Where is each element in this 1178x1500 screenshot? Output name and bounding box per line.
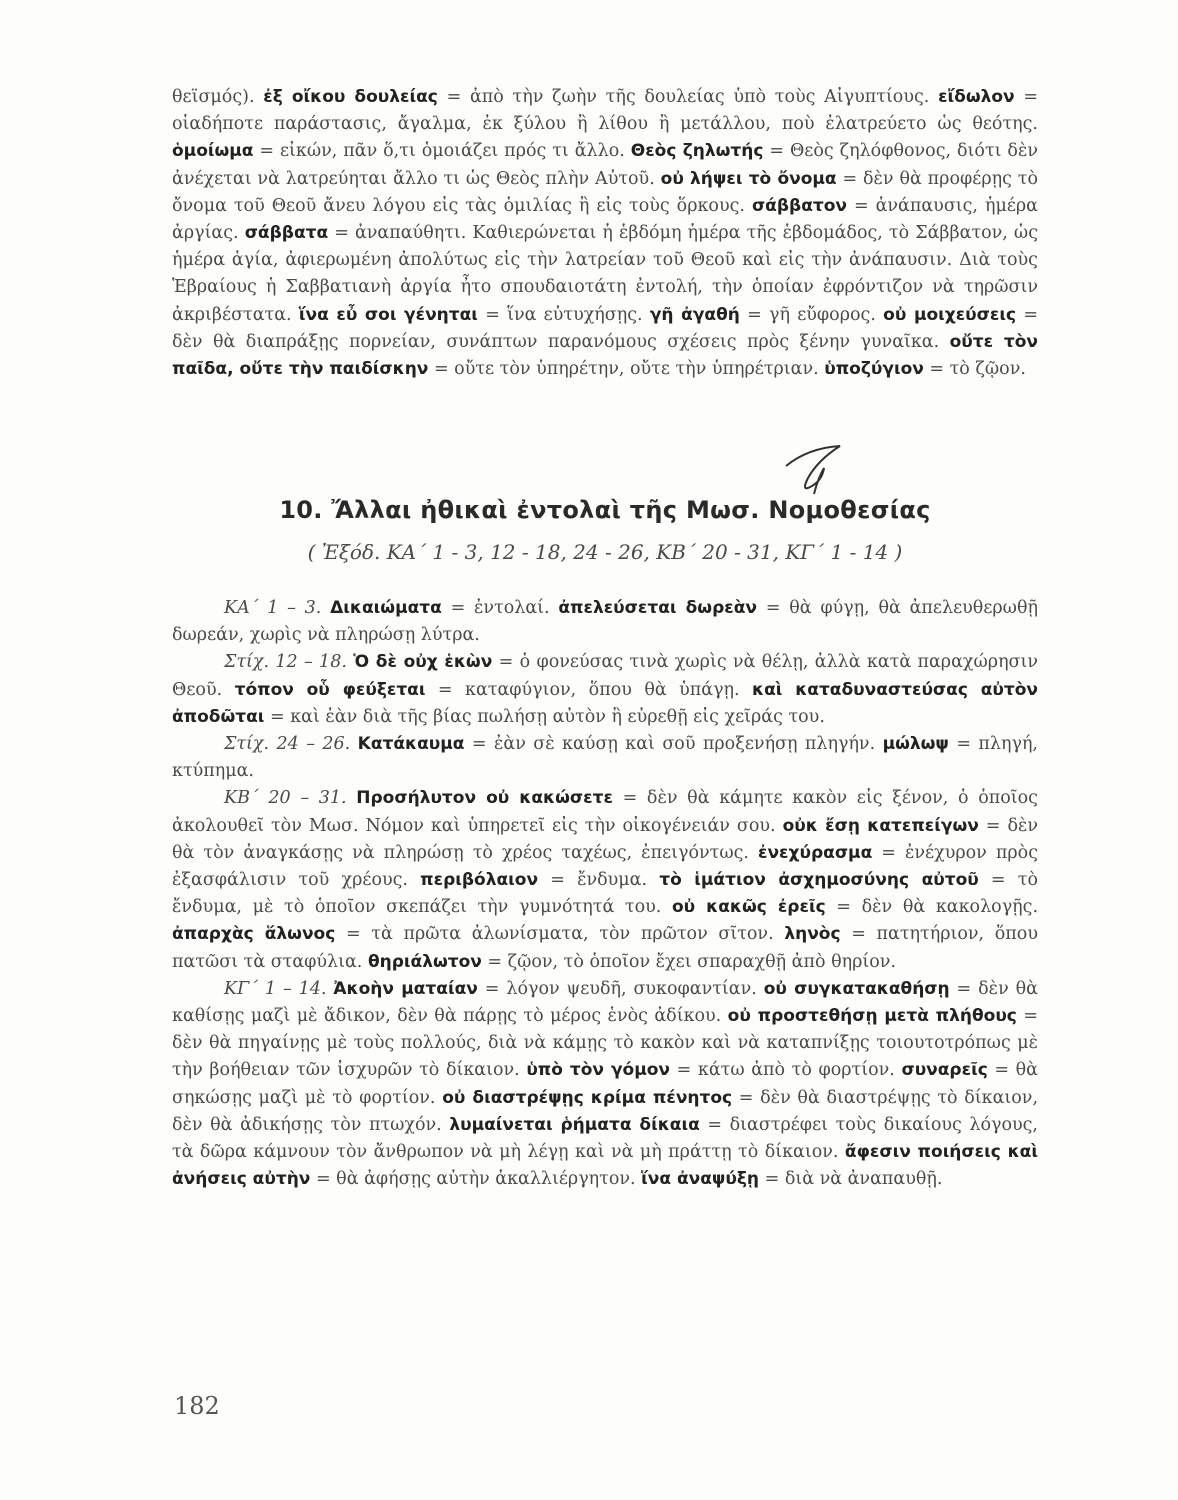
term: συναρεῖς (901, 1060, 988, 1081)
text: = πατητήριον, ὅπου πατῶσι τὰ σταφύλια. (172, 924, 1038, 972)
term: λυμαίνεται ῥήματα δίκαια (449, 1114, 700, 1135)
text: = ἐντολαί. (441, 598, 559, 618)
text: θεϊσμός). (172, 87, 264, 107)
term: οὐ κακῶς ἐρεῖς (671, 897, 826, 918)
text: = ἀνάπαυσις, ἡμέρα ἀργίας. (172, 195, 1038, 244)
term: καὶ καταδυναστεύσας αὐτὸν ἀποδῶται (172, 679, 1038, 727)
term: περιβόλαιον (420, 870, 539, 891)
term: οὐκ ἔσῃ κατεπείγων (782, 815, 979, 836)
verse-ref: ΚΑ΄ 1 – 3. (224, 598, 322, 618)
text: = ζῷον, τὸ ὁποῖον ἔχει σπαραχθῇ ἀπὸ θηρίον. (481, 951, 897, 972)
term: ὑπὸ τὸν γόμον (526, 1060, 670, 1081)
term: ὑποζύγιον (824, 359, 924, 380)
text: = ἀπὸ τὴν ζωὴν τῆς δουλείας ὑπὸ τοὺς Αἰγυπτίους. (437, 87, 939, 107)
term: γῆ ἀγαθή (649, 304, 740, 325)
verse-entry (172, 976, 1038, 1194)
term: ἀπελεύσεται δωρεὰν (558, 598, 757, 618)
text: = δὲν θὰ πηγαίνῃς μὲ τοὺς πολλούς, διὰ νὰ κάμῃς τὸ κακὸν καὶ νὰ καταπνίξῃς τοιουτοτρόπως μὲ τὴν βοήθειαν τῶν ἰσχυρῶν τὸ δίκαιον. (172, 1006, 1038, 1081)
text: = δὲν θὰ διαπράξῃς πορνείαν, συνάπτων παρανόμους σχέσεις πρὸς ξένην γυναῖκα. (172, 304, 1038, 352)
text: = Θεὸς ζηλόφθονος, διότι δὲν ἀνέχεται νὰ λατρεύηται ἄλλο τι ὡς Θεὸς πλὴν Αὐτοῦ. (172, 141, 1038, 189)
term: οὐ διαστρέψῃς κρίμα πένητος (442, 1087, 733, 1108)
handwritten-mark (778, 438, 858, 498)
term: σάββατον (751, 195, 847, 216)
text: = ἀναπαύθητι. Καθιερώνεται ἡ ἑβδόμη ἡμέρα τῆς ἑβδομάδος, τὸ Σάββατον, ὡς ἡμέρα ἁγία, ἀφιερωμένη ἀπολύτως εἰς τὴν λατρείαν τοῦ Θεοῦ καὶ εἰς τὴν ἀνάπαυσιν. Διὰ τοὺς Ἑβραίους ἡ Σαββατιανὴ ἀργία ἦτο σπουδαιοτάτη ἐντολή, τὴν ὁποίαν ἐφρόντιζον νὰ τηρῶσιν ἀκριβέστατα. (172, 223, 1039, 325)
text: = δὲν θὰ κακολογῇς. (825, 897, 1039, 918)
text: = ἐὰν σὲ καύσῃ καὶ σοῦ προξενήσῃ πληγήν. (464, 734, 883, 755)
text: = ὁ φονεύσας τινὰ χωρὶς νὰ θέλῃ, ἀλλὰ κατὰ παραχώρησιν Θεοῦ. (172, 652, 1039, 700)
term: οὐ προστεθήσῃ μετὰ πλήθους (727, 1006, 1017, 1027)
term: ληνὸς (784, 924, 841, 945)
text: = τὸ ζῷον. (923, 359, 1026, 380)
term: Δικαιώματα (330, 598, 442, 618)
text: = δὲν θὰ κάμητε κακὸν εἰς ξένον, ὁ ὁποῖος ἀκολουθεῖ τὸν Μωσ. Νόμον καὶ ὑπηρετεῖ εἰς τὴν οἰκογένειάν σου. (172, 788, 1038, 836)
term: Προσήλυτον οὐ κακώσετε (356, 788, 613, 809)
term: μώλωψ (882, 734, 949, 755)
text: = καταφύγιον, ὅπου θὰ ὑπάγῃ. (425, 679, 753, 700)
term: οὐ μοιχεύσεις (883, 304, 1017, 325)
text: = δὲν θὰ διαστρέψῃς τὸ δίκαιον, δὲν θὰ ἀδικήσῃς τὸν πτωχόν. (172, 1087, 1039, 1135)
text: = θὰ σηκώσῃς μαζὶ μὲ τὸ φορτίον. (172, 1060, 1038, 1108)
text: = εἰκών, πᾶν ὅ,τι ὁμοιάζει πρός τι ἄλλο. (253, 141, 631, 162)
term: ἀπαρχὰς ἅλωνος (172, 924, 336, 945)
text: = γῆ εὔφορος. (739, 304, 884, 325)
term: ἐνεχύρασμα (758, 842, 873, 863)
term: ὁμοίωμα (172, 141, 254, 162)
term: ἄφεσιν ποιήσεις καὶ ἀνήσεις αὐτὴν (172, 1142, 1038, 1190)
term: οὐ λήψει τὸ ὄνομα (660, 168, 837, 189)
term: ἐξ οἴκου δουλείας (263, 87, 438, 107)
text: = ἔνδυμα. (538, 870, 660, 891)
text: = τὰ πρῶτα ἀλωνίσματα, τὸν πρῶτον σῖτον. (335, 924, 785, 945)
term: Ὁ δὲ οὐχ ἑκὼν (353, 652, 493, 673)
text: = θὰ ἀφήσῃς αὐτὴν ἀκαλλιέργητον. (310, 1169, 642, 1190)
term: οὔτε τὸν παῖδα, οὔτε τὴν παιδίσκην (172, 331, 1038, 380)
verse-entry (172, 731, 1038, 785)
verse-ref: ΚΒ΄ 20 – 31. (224, 788, 347, 809)
text: = οἱαδήποτε παράστασις, ἄγαλμα, ἐκ ξύλου ἢ λίθου ἢ μετάλλου, ποὺ ἐλατρεύετο ὡς θεότης. (172, 87, 1039, 135)
text: = δὲν θὰ καθίσῃς μαζὶ μὲ ἄδικον, δὲν θὰ πάρῃς τὸ μέρος ἑνὸς ἀδίκου. (172, 978, 1038, 1027)
term: σάββατα (244, 223, 329, 244)
section-subheading: ( Ἐξόδ. ΚΑ΄ 1 - 3, 12 - 18, 24 - 26, ΚΒ΄ 20 - 31, ΚΓ΄ 1 - 14 ) (307, 540, 903, 564)
text: = κάτω ἀπὸ τὸ φορτίον. (670, 1060, 902, 1081)
paragraph-glossary-decalogue (172, 84, 1038, 383)
text: = θὰ φύγῃ, θὰ ἀπελευθερωθῇ δωρεάν, χωρὶς νὰ πληρώσῃ λύτρα. (172, 598, 1038, 646)
text: = διὰ νὰ ἀναπαυθῇ. (759, 1169, 943, 1190)
text: = δὲν θὰ τὸν ἀναγκάσῃς νὰ πληρώσῃ τὸ χρέος ταχέως, ἐπειγόντως. (172, 815, 1039, 863)
section-body (172, 595, 1038, 1193)
term: ἵνα εὖ σοι γένηται (298, 304, 478, 325)
term: Θεὸς ζηλωτής (630, 141, 764, 162)
term: ἵνα ἀναψύξῃ (641, 1169, 760, 1190)
text: = πληγή, κτύπημα. (172, 734, 1038, 782)
text: = τὸ ἔνδυμα, μὲ τὸ ὁποῖον σκεπάζει τὴν γυμνότητά του. (172, 870, 1038, 918)
text: = ἐνέχυρον πρὸς ἐξασφάλισιν τοῦ χρέους. (172, 842, 1038, 891)
verse-ref: Στίχ. 12 – 18. (224, 652, 347, 673)
text: = καὶ ἐὰν διὰ τῆς βίας πωλήσῃ αὐτὸν ἢ εὑρεθῇ εἰς χεῖράς του. (264, 706, 825, 727)
term: τόπον οὗ φεύξεται (234, 679, 426, 700)
page-number: 182 (174, 1392, 220, 1420)
term: Ἀκοὴν ματαίαν (333, 978, 478, 999)
verse-ref: ΚΓ΄ 1 – 14. (224, 978, 327, 999)
text: = ἵνα εὐτυχήσῃς. (477, 304, 650, 325)
text: = διαστρέφει τοὺς δικαίους λόγους, τὰ δῶρα κάμνουν τὸν ἄνθρωπον νὰ μὴ λέγῃ καὶ νὰ μὴ πράττῃ τὸ δίκαιον. (172, 1114, 1038, 1163)
term: τὸ ἱμάτιον ἀσχημοσύνης αὐτοῦ (659, 870, 979, 891)
verse-ref: Στίχ. 24 – 26. (224, 734, 351, 755)
term: θηριάλωτον (367, 951, 482, 972)
text: = δὲν θὰ προφέρῃς τὸ ὄνομα τοῦ Θεοῦ ἄνευ λόγου εἰς τὰς ὁμιλίας ἢ εἰς τοὺς ὅρκους. (172, 168, 1038, 216)
section-heading: 10. Ἄλλαι ἠθικαὶ ἐντολαὶ τῆς Μωσ. Νομοθεσίας (279, 496, 931, 524)
text: = λόγον ψευδῆ, συκοφαντίαν. (477, 978, 764, 999)
verse-entry (172, 595, 1038, 649)
term: οὐ συγκατακαθήσῃ (763, 978, 950, 999)
verse-entry (172, 785, 1038, 975)
text: = οὔτε τὸν ὑπηρέτην, οὔτε τὴν ὑπηρέτριαν. (428, 359, 825, 380)
term: Κατάκαυμα (357, 734, 465, 755)
verse-entry (172, 649, 1038, 731)
term: εἴδωλον (938, 87, 1015, 107)
